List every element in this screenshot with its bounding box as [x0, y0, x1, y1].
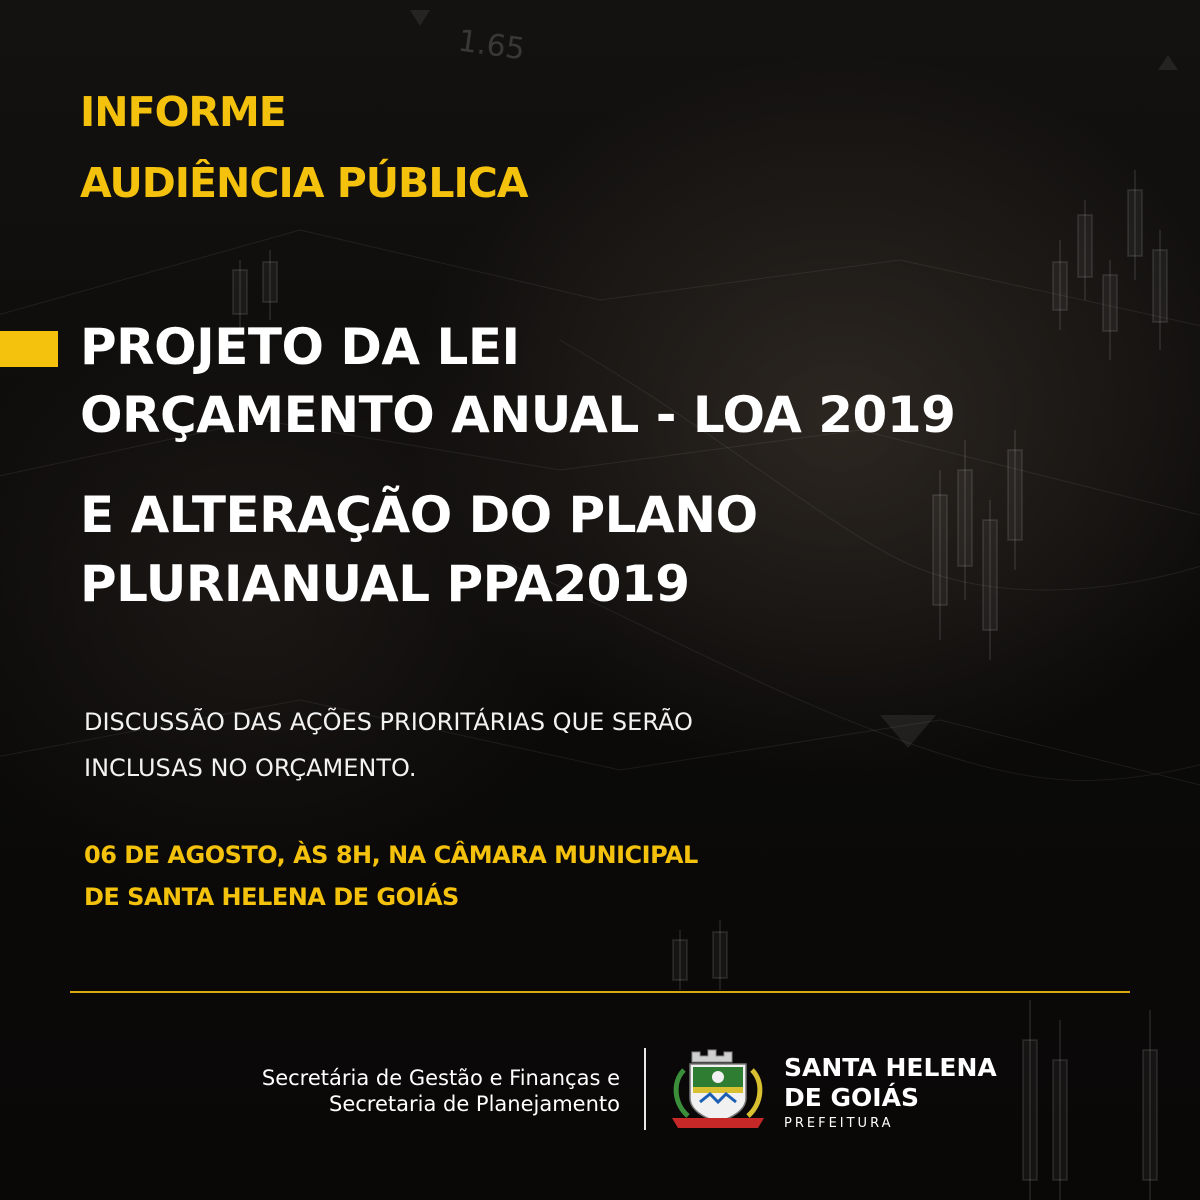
footer-vertical-divider [644, 1048, 646, 1130]
headline-line-4: PLURIANUAL PPA2019 [80, 555, 690, 613]
municipal-coat-of-arms-icon [666, 1046, 770, 1132]
headline-line-1: PROJETO DA LEI [80, 318, 520, 376]
background-number: 1.65 [455, 23, 527, 68]
description-line-2: INCLUSAS NO ORÇAMENTO. [84, 754, 417, 782]
city-name-line-1: SANTA HELENA [784, 1053, 997, 1082]
description-line-1: DISCUSSÃO DAS AÇÕES PRIORITÁRIAS QUE SERÃO [84, 708, 693, 736]
footer-divider [70, 991, 1130, 993]
city-name-line-2: DE GOIÁS [784, 1083, 919, 1112]
kicker-informe: INFORME [80, 88, 286, 136]
kicker-audiencia-publica: AUDIÊNCIA PÚBLICA [80, 159, 528, 207]
headline-line-2: ORÇAMENTO ANUAL - LOA 2019 [80, 386, 956, 444]
prefeitura-label: PREFEITURA [784, 1116, 894, 1131]
event-date-location-line-2: DE SANTA HELENA DE GOIÁS [84, 883, 459, 911]
department-line-1: Secretária de Gestão e Finanças e [261, 1066, 620, 1090]
department-line-2: Secretaria de Planejamento [329, 1092, 620, 1116]
accent-bar [0, 331, 58, 367]
headline-line-3: E ALTERAÇÃO DO PLANO [80, 486, 758, 544]
event-date-location-line-1: 06 DE AGOSTO, ÀS 8H, NA CÂMARA MUNICIPAL [84, 841, 698, 869]
